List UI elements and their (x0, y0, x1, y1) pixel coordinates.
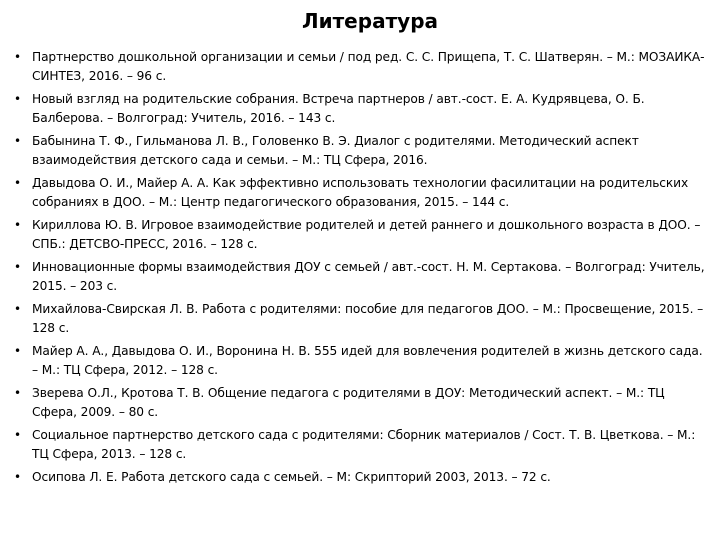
bullet-icon: • (14, 386, 21, 400)
reference-text: Майер А. А., Давыдова О. И., Воронина Н. В. 555 идей для вовлечения родителей в жизнь детского сада. – М.: ТЦ Сфера, 2012. – 128 с. (32, 344, 703, 378)
list-item (12, 48, 708, 86)
reference-text: Зверева О.Л., Кротова Т. В. Общение педагога с родителями в ДОУ: Методический аспект. – М.: ТЦ Сфера, 2009. – 80 с. (32, 386, 665, 420)
bullet-icon: • (14, 50, 21, 64)
reference-list (12, 48, 708, 491)
reference-text: Социальное партнерство детского сада с родителями: Сборник материалов / Сост. Т. В. Цветкова. – М.: ТЦ Сфера, 2013. – 128 с. (32, 428, 696, 462)
bullet-icon: • (14, 92, 21, 106)
list-item (12, 174, 708, 212)
reference-text: Бабынина Т. Ф., Гильманова Л. В., Головенко В. Э. Диалог с родителями. Методический аспект взаимодействия детского сада и семьи. – М.: ТЦ Сфера, 2016. (32, 134, 639, 168)
reference-text: Новый взгляд на родительские собрания. Встреча партнеров / авт.-сост. Е. А. Кудрявцева, О. Б. Балберова. – Волгоград: Учитель, 2016. – 143 с. (32, 92, 645, 126)
reference-text: Михайлова-Свирская Л. В. Работа с родителями: пособие для педагогов ДОО. – М.: Просвещение, 2015. – 128 с. (32, 302, 704, 336)
bullet-icon: • (14, 470, 21, 484)
reference-text: Партнерство дошкольной организации и семьи / под ред. С. С. Прищепа, Т. С. Шатверян. – М.: МОЗАИКА-СИНТЕЗ, 2016. – 96 с. (32, 50, 705, 84)
list-item (12, 132, 708, 170)
list-item (12, 258, 708, 296)
page-title: Литература (301, 9, 439, 33)
list-item (12, 216, 708, 254)
reference-text: Давыдова О. И., Майер А. А. Как эффективно использовать технологии фасилитации на родительских собраниях в ДОО. – М.: Центр педагогического образования, 2015. – 144 с. (32, 176, 689, 210)
bullet-icon: • (14, 428, 21, 442)
bullet-icon: • (14, 344, 21, 358)
list-item (12, 90, 708, 128)
reference-text: Инновационные формы взаимодействия ДОУ с семьей / авт.-сост. Н. М. Сертакова. – Волгоград: Учитель, 2015. – 203 с. (32, 260, 705, 294)
list-item (12, 384, 708, 422)
bullet-icon: • (14, 260, 21, 274)
bullet-icon: • (14, 134, 21, 148)
reference-text: Кириллова Ю. В. Игровое взаимодействие родителей и детей раннего и дошкольного возраста в ДОО. – СПБ.: ДЕТСВО-ПРЕСС, 2016. – 128 с. (32, 218, 701, 252)
list-item (12, 468, 708, 487)
list-item (12, 342, 708, 380)
bullet-icon: • (14, 176, 21, 190)
bullet-icon: • (14, 218, 21, 232)
bullet-icon: • (14, 302, 21, 316)
reference-text: Осипова Л. Е. Работа детского сада с семьей. – М: Скрипторий 2003, 2013. – 72 с. (32, 470, 551, 484)
list-item (12, 426, 708, 464)
list-item (12, 300, 708, 338)
